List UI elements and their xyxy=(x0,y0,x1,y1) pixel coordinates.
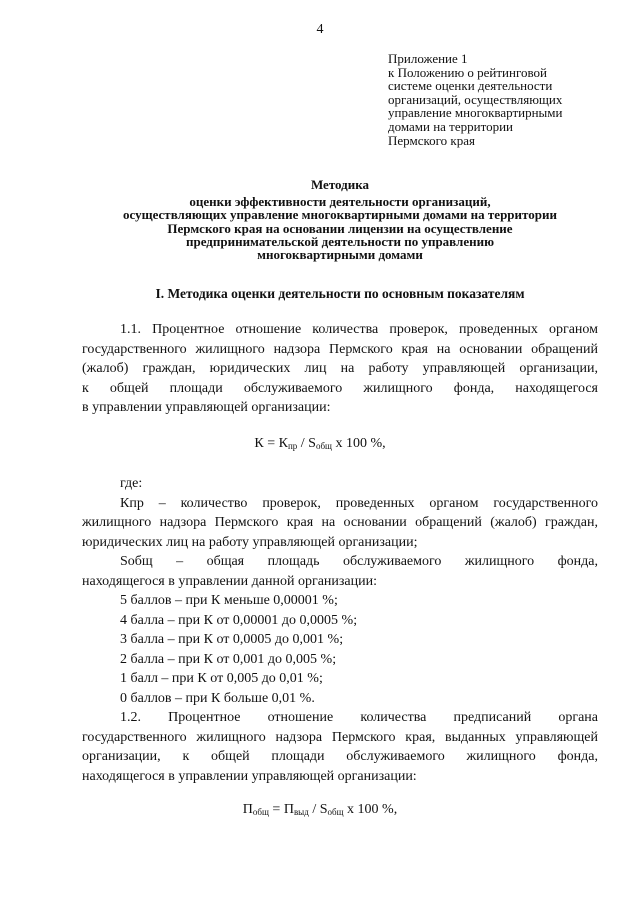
text-line: (жалоб) граждан, юридических лиц на работу управляющей организации, xyxy=(82,361,598,376)
text-line: 1.2. Процентное отношение количества предписаний органа xyxy=(120,710,598,725)
appendix-note xyxy=(388,52,628,147)
appendix-line: системе оценки деятельности xyxy=(388,78,553,94)
text-line: жилищного надзора Пермского края на основании обращений (жалоб) граждан, xyxy=(82,515,598,530)
text-line: находящегося в управлении управляющей организации: xyxy=(82,768,417,784)
formula-p: $П_{общ} = П_{выд} / S_{общ}$ х 100 %, xyxy=(242,802,398,817)
text-line: Sобщ – общая площадь обслуживаемого жилищного фонда, xyxy=(120,554,598,569)
title-line: оценки эффективности деятельности организаций, xyxy=(189,194,491,210)
title-line: осуществляющих управление многоквартирными домами на территории xyxy=(123,207,557,223)
title-line: Пермского края на основании лицензии на осуществление xyxy=(167,220,513,236)
text-line: Кпр – количество проверок, проведенных органом государственного xyxy=(120,495,598,511)
where-label: где: xyxy=(120,476,143,491)
text-line: к общей площади обслуживаемого жилищного фонда, находящегося xyxy=(82,380,598,396)
score-item: 2 балла – при К от 0,001 до 0,005 %; xyxy=(120,651,337,667)
definitions xyxy=(82,474,598,786)
score-item: 1 балл – при К от 0,005 до 0,01 %; xyxy=(120,671,323,686)
formula-k: $К = К_{пр} / S_{общ}$ х 100 %, xyxy=(254,436,386,451)
appendix-line: Пермского края xyxy=(388,132,475,148)
title-line: предпринимательской деятельности по управлению xyxy=(185,233,495,249)
text-line: государственного жилищного надзора Пермского края на основании обращений xyxy=(82,341,598,357)
page-number: 4 xyxy=(316,22,324,37)
document-title xyxy=(60,178,620,261)
paragraph-1-1 xyxy=(82,320,598,418)
text-line: находящегося в управлении данной организации: xyxy=(82,573,378,589)
score-item: 5 баллов – при К меньше 0,00001 %; xyxy=(120,593,338,608)
score-item: 3 балла – при К от 0,0005 до 0,001 %; xyxy=(120,632,344,647)
text-line: 1.1. Процентное отношение количества проверок, проведенных органом xyxy=(120,322,598,337)
appendix-line: организаций, осуществляющих xyxy=(388,91,563,107)
section-heading: I. Методика оценки деятельности по основным показателям xyxy=(155,286,525,301)
title-line: Методика xyxy=(310,177,370,192)
score-item: 4 балла – при К от 0,00001 до 0,0005 %; xyxy=(120,612,358,628)
text-line: юридических лиц на работу управляющей организации; xyxy=(82,534,418,550)
text-line: в управлении управляющей организации: xyxy=(82,400,331,415)
appendix-line: к Положению о рейтинговой xyxy=(388,64,547,80)
appendix-line: управление многоквартирными xyxy=(388,105,563,121)
score-item: 0 баллов – при К больше 0,01 %. xyxy=(120,690,315,706)
appendix-line: домами на территории xyxy=(388,118,514,134)
text-line: организации, к общей площади обслуживаемого жилищного фонда, xyxy=(82,749,598,764)
title-line: многоквартирными домами xyxy=(257,247,423,263)
appendix-line: Приложение 1 xyxy=(388,51,468,66)
text-line: государственного жилищного надзора Пермского края, выданных управляющей xyxy=(82,729,598,745)
